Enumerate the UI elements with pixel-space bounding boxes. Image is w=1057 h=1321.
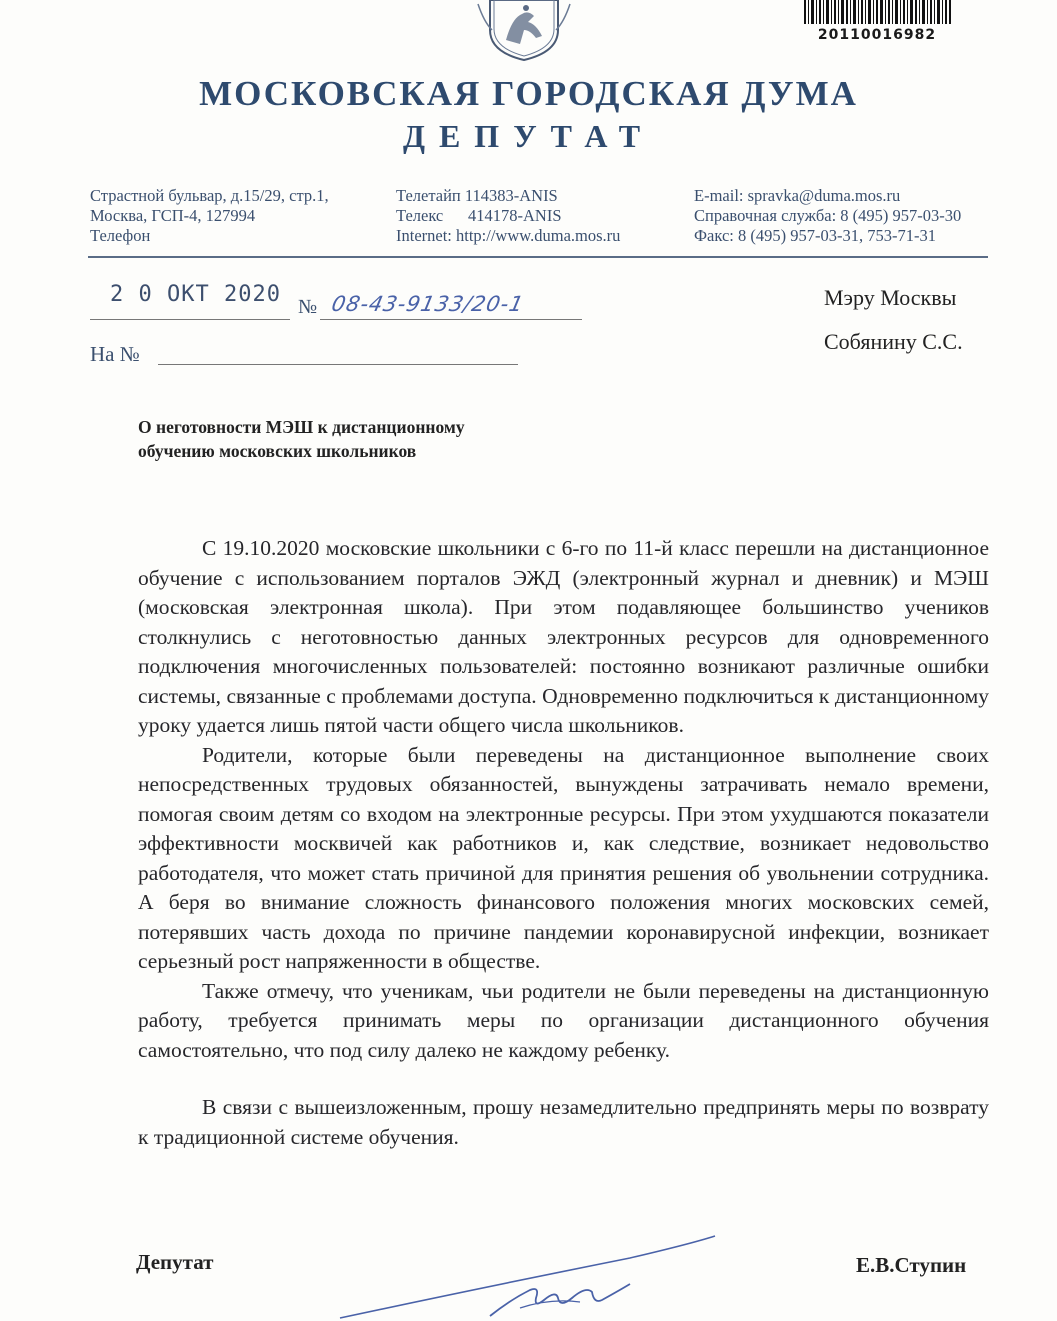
- reply-to-label: На №: [90, 342, 140, 366]
- contact-line: Телекс 414178-ANIS: [396, 206, 562, 225]
- letter-subject: [138, 415, 578, 463]
- contact-line: Москва, ГСП-4, 127994: [90, 206, 256, 225]
- contact-line: E-mail: spravka@duma.mos.ru: [694, 186, 901, 205]
- contact-line: Телетайп 114383-ANIS: [396, 186, 558, 205]
- addressee-line: Собянину С.С.: [824, 329, 963, 354]
- org-subtitle: ДЕПУТАТ: [402, 118, 655, 154]
- signer-name: Е.В.Ступин: [856, 1253, 967, 1277]
- body-paragraph: В связи с вышеизложенным, прошу незамедлительно предпринять меры по возврату к традиционной системе обучения.: [138, 1095, 989, 1149]
- signer-role: Депутат: [136, 1250, 214, 1274]
- contact-telecom: [396, 186, 620, 246]
- contact-email-phone: [694, 186, 961, 246]
- subject-line: обучению московских школьников: [138, 441, 417, 461]
- letter-body: [138, 534, 989, 1152]
- body-paragraph: Также отмечу, что ученикам, чьи родители не были переведены на дистанционную работу, требуется принимать меры по организации дистанционного обучения самостоятельно, что под силу далеко не каждому ребенку.: [138, 978, 989, 1062]
- body-paragraph: Родители, которые были переведены на дистанционное выполнение своих непосредственных трудовых обязанностей, вынуждены затрачивать немало времени, помогая своим детям со входом на электронные ресурсы. При этом ухудшаются показатели эффективности москвичей как работников и, как следствие, возникает недовольство работодателя, что может стать причиной для принятия решения об увольнении сотрудника. А беря во внимание сложность финансового положения многих московских семей, потерявших часть дохода по причине пандемии коронавирусной инфекции, возникает серьезный рост напряженности в обществе.: [138, 742, 989, 973]
- date-underline: [90, 319, 290, 320]
- barcode-number: 20110016982: [817, 27, 937, 43]
- addressee: [824, 276, 963, 364]
- contact-line: Телефон: [90, 226, 151, 245]
- number-label: №: [298, 296, 318, 318]
- moscow-coat-of-arms-icon: [476, 0, 572, 62]
- subject-line: О неготовности МЭШ к дистанционному: [138, 417, 465, 437]
- header-divider: [88, 256, 988, 258]
- registration-date-stamp: 2 0 OKT 2020: [110, 282, 281, 307]
- barcode-icon: [804, 0, 952, 26]
- contact-line: Факс: 8 (495) 957-03-31, 753-71-31: [694, 226, 936, 245]
- registration-number: 08-43-9133/20-1: [329, 292, 527, 316]
- contact-address: [90, 186, 329, 246]
- contact-line: Internet: http://www.duma.mos.ru: [396, 226, 621, 245]
- number-underline: [320, 319, 582, 320]
- contact-line: Страстной бульвар, д.15/29, стр.1,: [90, 186, 329, 205]
- handwritten-signature-icon: [330, 1228, 730, 1321]
- contact-line: Справочная служба: 8 (495) 957-03-30: [694, 206, 962, 225]
- org-name: МОСКОВСКАЯ ГОРОДСКАЯ ДУМА: [199, 74, 858, 113]
- reply-to-underline: [158, 364, 518, 365]
- body-paragraph: С 19.10.2020 московские школьники с 6-го по 11-й класс перешли на дистанционное обучение с использованием порталов ЭЖД (электронный журнал и дневник) и МЭШ (московская электронная школа). При этом подавляющее большинство учеников столкнулись с неготовностью данных электронных ресурсов для одновременного подключения многочисленных пользователей: постоянно возникают различные ошибки системы, связанные с проблемами доступа. Одновременно подключиться к дистанционному уроку удается лишь пятой части общего числа школьников.: [138, 536, 989, 737]
- addressee-line: Мэру Москвы: [824, 285, 957, 310]
